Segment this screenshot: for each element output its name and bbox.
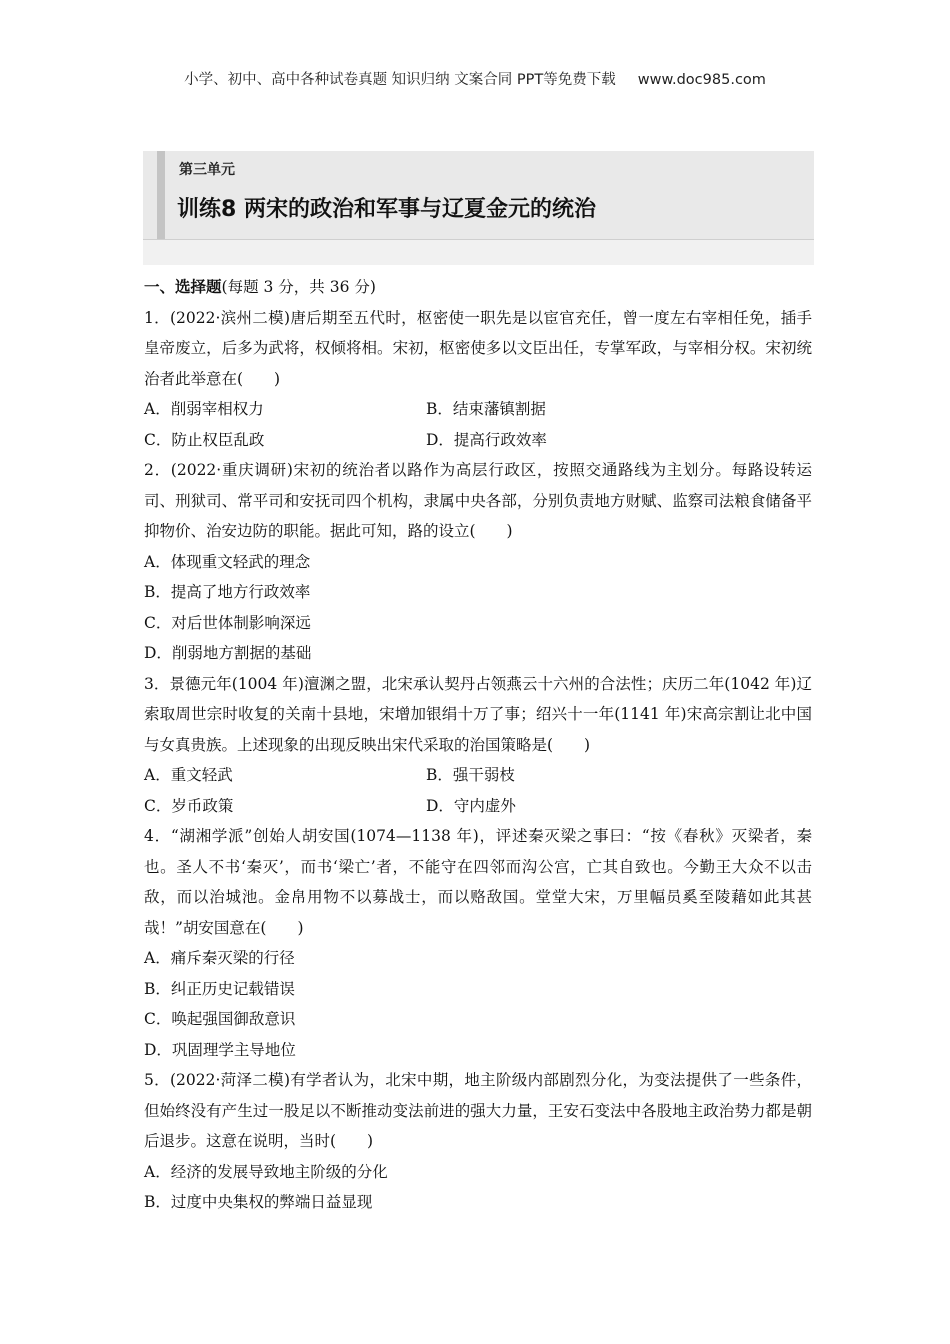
question-1 (144, 303, 812, 456)
question-text: 2．(2022·重庆调研)宋初的统治者以路作为高层行政区，按照交通路线为主划分。每路设转运司、刑狱司、常平司和安抚司四个机构，隶属中央各部，分别负责地方财赋、监察司法粮食储备平抑物价、治安边防的职能。据此可知，路的设立( ) (144, 461, 812, 540)
option-c[interactable]: C．岁币政策 (144, 796, 234, 815)
option-a[interactable]: A．削弱宰相权力 (144, 400, 264, 418)
section-title-label: 一、选择题 (144, 277, 222, 296)
option-d[interactable]: D．巩固理学主导地位 (144, 1040, 296, 1059)
question-text: 4．“湖湘学派”创始人胡安国(1074—1138 年)，评述秦灭梁之事曰：“按《春秋》灭梁者，秦也。圣人不书‘秦灭’，而书‘梁亡’者，不能守在四邻而沟公宫，亡其自致也。今勤王大众不以击敌，而以治城池。金帛用物不以募战士，而以赂敌国。堂堂大宋，万里幅员奚至陵藉如此其甚哉！”胡安国意在( ) (144, 827, 812, 937)
option-b[interactable]: B．结束藩镇割据 (426, 400, 546, 418)
option-a[interactable]: A．痛斥秦灭梁的行径 (144, 949, 295, 967)
site-header-url[interactable]: www.doc985.com (637, 72, 766, 88)
question-2 (144, 455, 812, 669)
option-row (144, 791, 812, 822)
unit-label: 第三单元 (179, 162, 235, 178)
unit-banner (143, 151, 814, 265)
banner-panel (143, 151, 814, 240)
option-d[interactable]: D．守内虚外 (426, 796, 516, 815)
option-b[interactable]: B．纠正历史记载错误 (144, 979, 295, 998)
question-5 (144, 1065, 812, 1218)
banner-accent-bar (157, 151, 165, 239)
option-d[interactable]: D．提高行政效率 (426, 430, 547, 449)
section-score-note: (每题 3 分，共 36 分) (221, 278, 376, 296)
option-row (144, 425, 812, 456)
option-a[interactable]: A．重文轻武 (144, 766, 233, 784)
option-b[interactable]: B．强干弱枝 (426, 766, 515, 784)
site-header-slogan: 小学、初中、高中各种试卷真题 知识归纳 文案合同 PPT等免费下载 (184, 72, 616, 88)
option-b[interactable]: B．提高了地方行政效率 (144, 583, 311, 601)
site-header (0, 68, 950, 89)
question-text: 1．(2022·滨州二模)唐后期至五代时，枢密使一职先是以宦官充任，曾一度左右宰相任免，插手皇帝废立，后多为武将，权倾将相。宋初，枢密使多以文臣出任，专掌军政，与宰相分权。宋初统治者此举意在( ) (144, 308, 812, 388)
option-row (144, 760, 812, 791)
option-d[interactable]: D．削弱地方割据的基础 (144, 644, 312, 662)
question-content (144, 272, 812, 1218)
option-c[interactable]: C．唤起强国御敌意识 (144, 1010, 296, 1028)
question-3 (144, 669, 812, 822)
question-text: 5．(2022·菏泽二模)有学者认为，北宋中期，地主阶级内部剧烈分化，为变法提供了一些条件，但始终没有产生过一股足以不断推动变法前进的强大力量，王安石变法中各股地主政治势力都是朝后退步。这意在说明，当时( ) (144, 1071, 812, 1150)
option-b[interactable]: B．过度中央集权的弊端日益显现 (144, 1193, 373, 1211)
question-text: 3．景德元年(1004 年)澶渊之盟，北宋承认契丹占领燕云十六州的合法性；庆历二年(1042 年)辽索取周世宗时收复的关南十县地，宋增加银绢十万了事；绍兴十一年(1141 年)宋高宗割让北中国与女真贵族。上述现象的出现反映出宋代采取的治国策略是( ) (144, 674, 812, 754)
option-row (144, 394, 812, 425)
option-c[interactable]: C．防止权臣乱政 (144, 430, 265, 449)
option-a[interactable]: A．经济的发展导致地主阶级的分化 (144, 1162, 388, 1181)
section-title (144, 272, 812, 303)
option-c[interactable]: C．对后世体制影响深远 (144, 613, 311, 632)
option-a[interactable]: A．体现重文轻武的理念 (144, 552, 311, 571)
question-4 (144, 821, 812, 1065)
lesson-title: 训练8 两宋的政治和军事与辽夏金元的统治 (177, 197, 596, 222)
